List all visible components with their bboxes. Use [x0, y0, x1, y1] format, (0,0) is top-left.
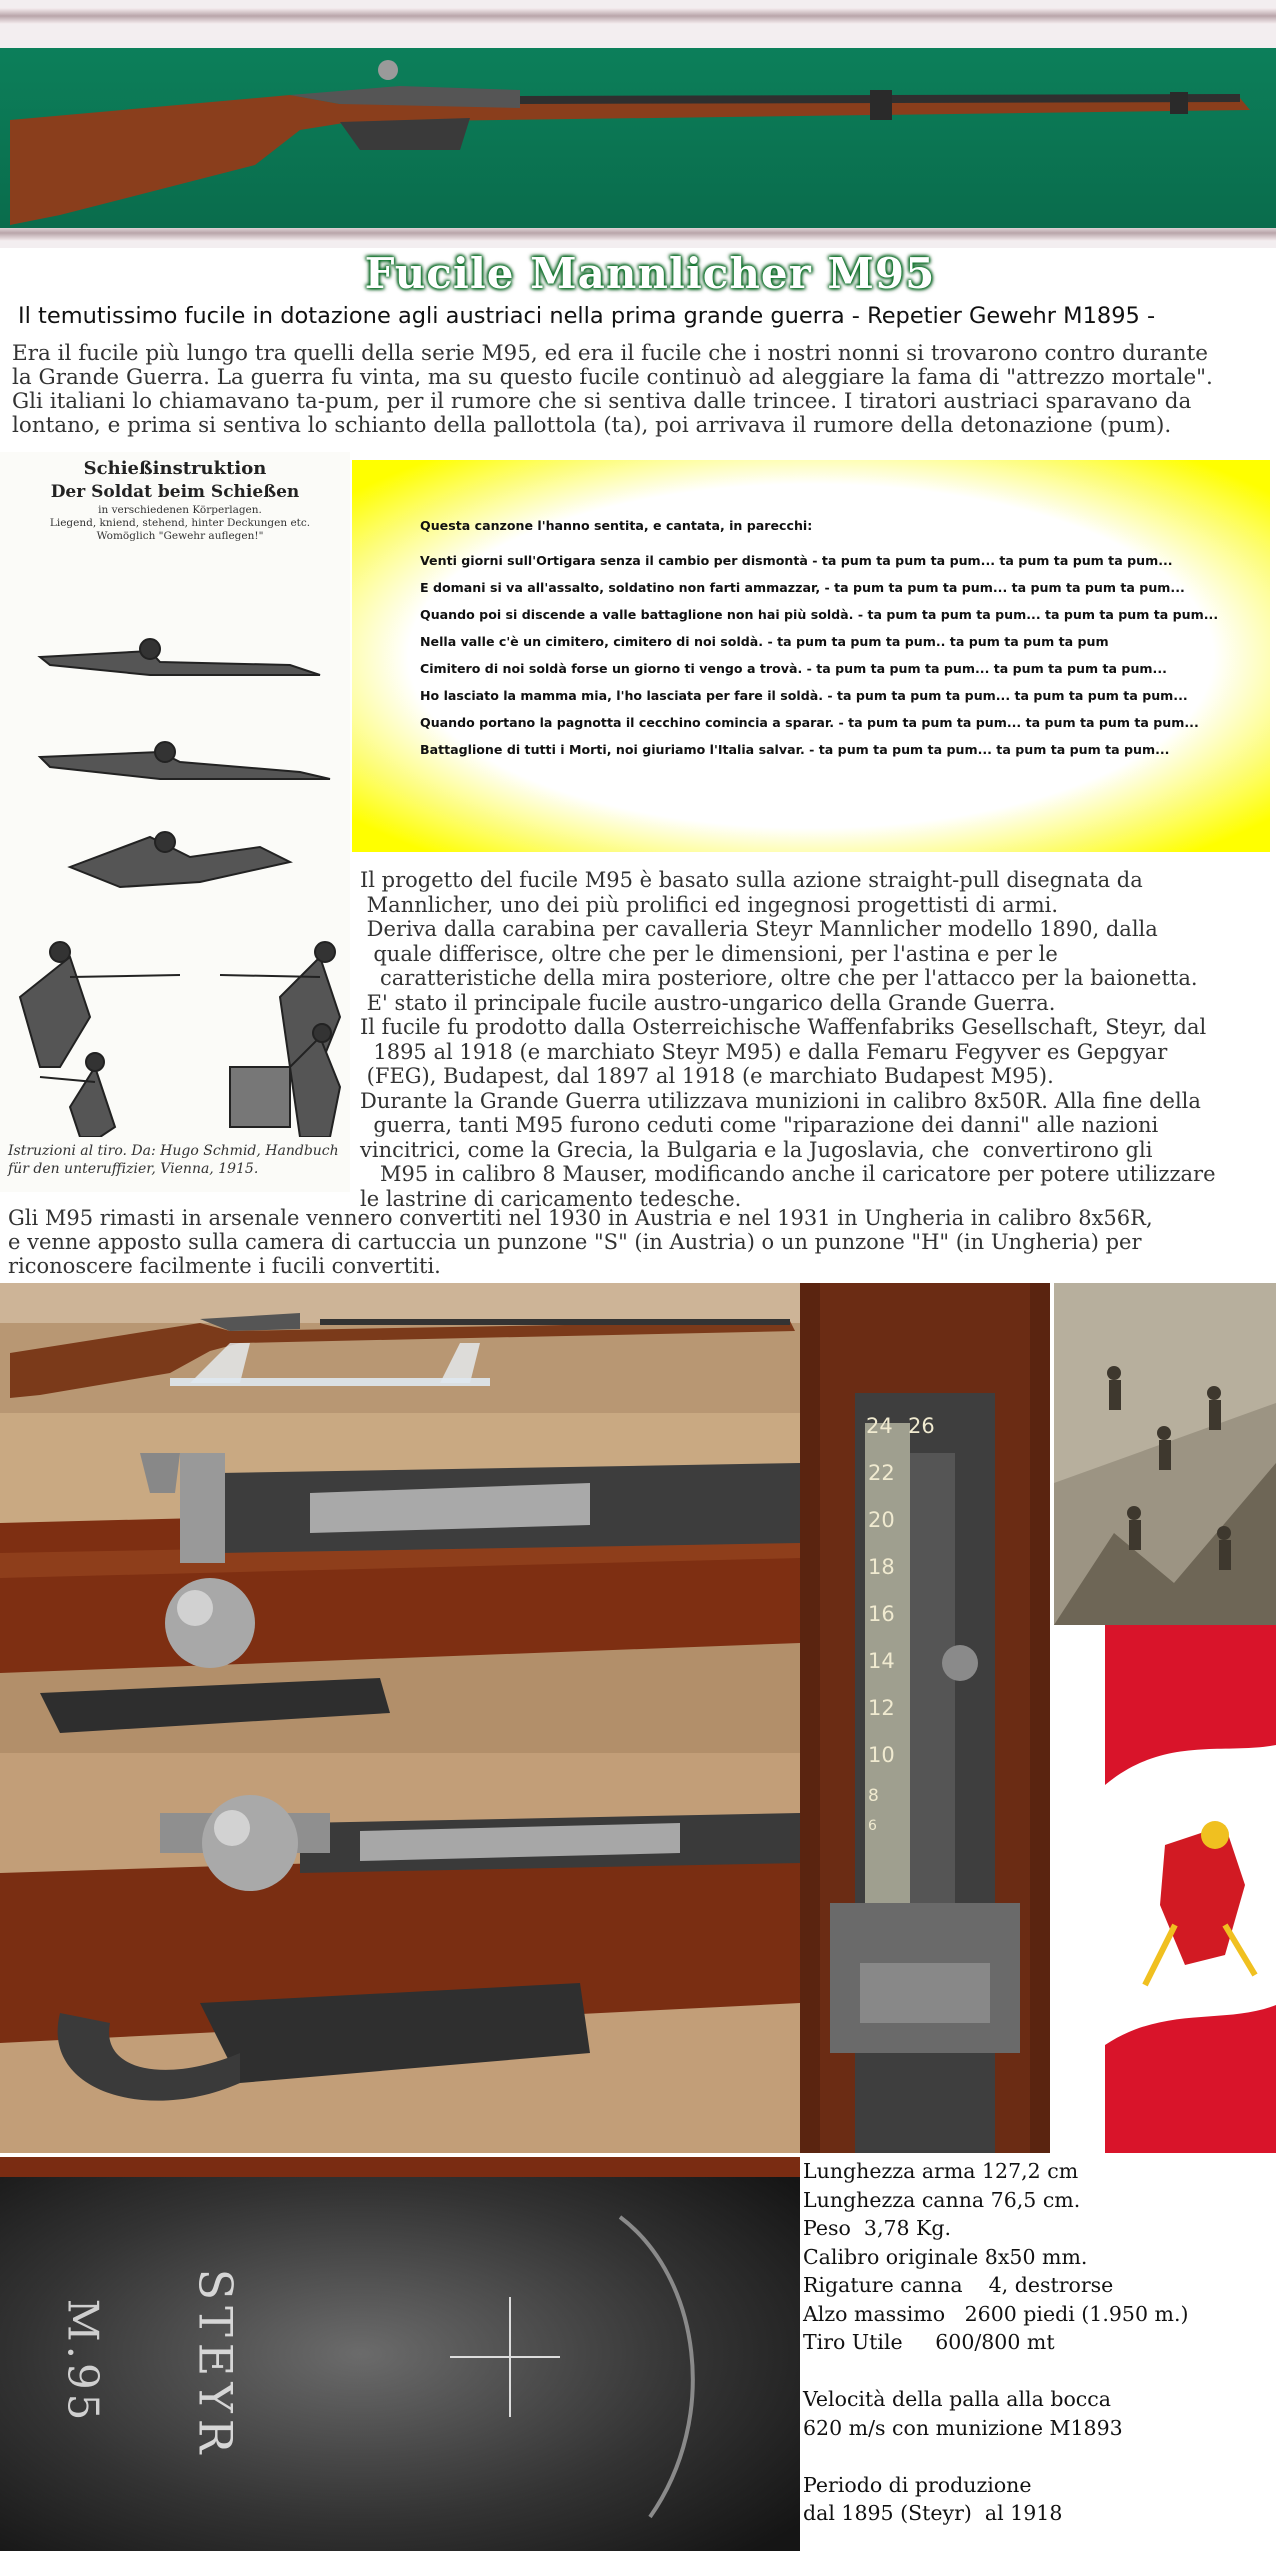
body-line: guerra, tanti M95 furono ceduti come "riparazione dei danni" alle nazioni [360, 1113, 1159, 1137]
sight-mark: 10 [868, 1743, 895, 1767]
sight-mark: 20 [868, 1508, 895, 1532]
illustration-heading: Schießinstruktion [83, 458, 267, 479]
model-stamp: M.95 [58, 2298, 108, 2425]
steyr-stamp: STEYR [188, 2268, 243, 2460]
intro-line: la Grande Guerra. La guerra fu vinta, ma su questo fucile continuò ad aleggiare la fama di "attrezzo mortale". [12, 365, 1213, 390]
spec-line [803, 2357, 1273, 2386]
body-line: M95 in calibro 8 Mauser, modificando anche il caricatore per potere utilizzare [360, 1162, 1216, 1186]
illustration-caption [8, 1142, 358, 1178]
song-lyrics [420, 518, 1240, 763]
body-line: Mannlicher, uno dei più prolifici ed ingegnosi progettisti di armi. [360, 892, 1059, 917]
caption-line: Istruzioni al tiro. Da: Hugo Schmid, Handbuch [8, 1143, 339, 1159]
sight-mark: 18 [868, 1555, 895, 1579]
song-line: Nella valle c'è un cimitero, cimitero di noi soldà. - ta pum ta pum ta pum.. ta pum ta pum ta pum [420, 634, 1109, 649]
sight-mark: 24 [866, 1414, 893, 1438]
conversion-paragraph [8, 1206, 1273, 1278]
subtitle: Il temutissimo fucile in dotazione agli austriaci nella prima grande guerra - Repetier Gewehr M1895 - [18, 303, 1156, 329]
specifications-list [803, 2157, 1273, 2528]
body-line: Il progetto del fucile M95 è basato sulla azione straight-pull disegnata da [360, 868, 1143, 892]
receiver-marking-photo [0, 2157, 800, 2551]
rear-sight-photo [800, 1283, 1050, 2153]
sight-mark: 16 [868, 1602, 895, 1626]
intro-line: lontano, e prima si sentiva lo schianto della pallottola (ta), poi arrivava il rumore della detonazione (pum). [12, 413, 1172, 438]
sight-mark: 6 [868, 1818, 877, 1834]
song-line: Ho lasciato la mamma mia, l'ho lasciata per fare il soldà. - ta pum ta pum ta pum... ta pum ta pum ta pum... [420, 688, 1188, 703]
illustration-note: Womöglich "Gewehr auflegen!" [96, 530, 264, 542]
after-line: riconoscere facilmente i fucili convertiti. [8, 1254, 441, 1278]
sight-mark: 8 [868, 1786, 879, 1806]
spec-line: Velocità della palla alla bocca [803, 2387, 1111, 2411]
song-line: E domani si va all'assalto, soldatino non farti ammazzar, - ta pum ta pum ta pum... ta pum ta pum ta pum... [420, 580, 1185, 595]
spec-line: Lunghezza canna 76,5 cm. [803, 2187, 1081, 2212]
body-line: (FEG), Budapest, dal 1897 al 1918 (e marchiato Budapest M95). [360, 1064, 1054, 1088]
history-paragraph [360, 868, 1275, 1211]
song-line: Quando portano la pagnotta il cecchino comincia a sparar. - ta pum ta pum ta pum... ta pum ta pum ta pum... [420, 715, 1199, 730]
intro-line: Gli italiani lo chiamavano ta-pum, per il rumore che si sentiva dalle trincee. I tiratori austriaci sparavano da [12, 389, 1192, 414]
intro-line: Era il fucile più lungo tra quelli della serie M95, ed era il fucile che i nostri nonni si trovarono contro durante [12, 341, 1208, 366]
sight-mark: 26 [908, 1414, 935, 1438]
spec-line: dal 1895 (Steyr) al 1918 [803, 2501, 1063, 2525]
spec-line: Rigature canna 4, destrorse [803, 2273, 1114, 2297]
shooting-instructions-illustration [0, 452, 350, 1192]
illustration-note: Liegend, kniend, stehend, hinter Deckungen etc. [49, 517, 311, 529]
body-line: vincitrici, come la Grecia, la Bulgaria e la Jugoslavia, che convertirono gli [360, 1137, 1153, 1162]
body-line: 1895 al 1918 (e marchiato Steyr M95) e dalla Femaru Fegyver es Gepgyar [360, 1039, 1168, 1064]
body-line: quale differisce, oltre che per le dimensioni, per l'astina e per le [360, 941, 1058, 966]
tyrol-flag-photo [1105, 1625, 1276, 2153]
caption-line: für den unteruffizier, Vienna, 1915. [8, 1161, 259, 1177]
soldier-figures-drawing [0, 547, 350, 1137]
spec-line: 620 m/s con munizione M1893 [803, 2415, 1123, 2440]
page-title: Fucile Mannlicher M95 [364, 248, 936, 298]
spec-line: Alzo massimo 2600 piedi (1.950 m.) [803, 2301, 1189, 2326]
spec-line: Lunghezza arma 127,2 cm [803, 2159, 1079, 2183]
soldiers-climbing-sepia-photo [1054, 1283, 1276, 1625]
song-line: Quando poi si discende a valle battaglione non hai più soldà. - ta pum ta pum ta pum... ta pum ta pum ta pum... [420, 607, 1219, 622]
header-rifle-photo [0, 0, 1276, 248]
spec-line: Periodo di produzione [803, 2472, 1032, 2497]
trigger-closeup-photo [0, 1753, 800, 2153]
spec-line: Tiro Utile 600/800 mt [803, 2330, 1055, 2354]
illustration-subheading: Der Soldat beim Schießen [50, 482, 300, 502]
spec-line [803, 2442, 1273, 2471]
after-line: Gli M95 rimasti in arsenale vennero convertiti nel 1930 in Austria e nel 1931 in Ungheria in calibro 8x56R, [8, 1206, 1153, 1230]
song-line: Battaglione di tutti i Morti, noi giuriamo l'Italia salvar. - ta pum ta pum ta pum... ta pum ta pum ta pum... [420, 742, 1170, 757]
intro-paragraph [12, 342, 1274, 438]
body-line: E' stato il principale fucile austro-ungarico della Grande Guerra. [360, 990, 1056, 1015]
sight-mark: 22 [868, 1461, 895, 1485]
song-line: Venti giorni sull'Ortigara senza il cambio per dismontà - ta pum ta pum ta pum... ta pum ta pum ta pum... [420, 553, 1173, 568]
title-box [330, 248, 970, 298]
bolt-closeup-photo [0, 1413, 800, 1753]
spec-line: Calibro originale 8x50 mm. [803, 2244, 1088, 2269]
body-line: caratteristiche della mira posteriore, oltre che per l'attacco per la baionetta. [360, 966, 1198, 990]
body-line: Durante la Grande Guerra utilizzava munizioni in calibro 8x50R. Alla fine della [360, 1088, 1201, 1113]
rifle-on-stand-photo [0, 1283, 800, 1413]
spec-line: Peso 3,78 Kg. [803, 2216, 952, 2240]
body-line: le lastrine di caricamento tedesche. [360, 1186, 742, 1211]
song-intro: Questa canzone l'hanno sentita, e cantata, in parecchi: [420, 518, 813, 533]
illustration-note: in verschiedenen Körperlagen. [98, 504, 262, 516]
song-line: Cimitero di noi soldà forse un giorno ti vengo a trovà. - ta pum ta pum ta pum... ta pum ta pum ta pum... [420, 661, 1167, 676]
sight-mark: 14 [868, 1649, 895, 1673]
body-line: Il fucile fu prodotto dalla Osterreichische Waffenfabriks Gesellschaft, Steyr, dal [360, 1015, 1207, 1039]
body-line: Deriva dalla carabina per cavalleria Steyr Mannlicher modello 1890, dalla [360, 917, 1158, 941]
sight-mark: 12 [868, 1696, 895, 1720]
after-line: e venne apposto sulla camera di cartuccia un punzone "S" (in Austria) o un punzone "H" (in Ungheria) per [8, 1230, 1142, 1254]
